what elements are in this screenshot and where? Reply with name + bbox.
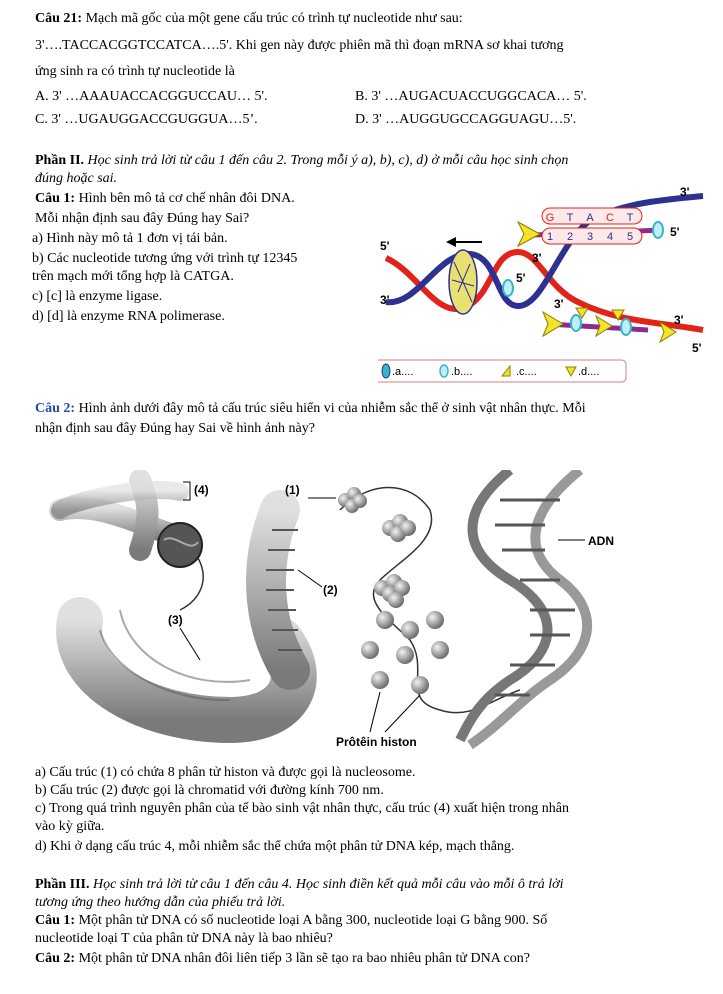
p2q2-line2: nhận định sau đây Đúng hay Sai về hình ảnh này? [35,421,315,436]
p3q1-line2: nucleotide loại T của phân tử DNA này là bao nhiêu? [35,931,333,946]
p2q1-b2: trên mạch mới tổng hợp là CATGA. [32,269,234,284]
part3-instr2: tương ứng theo hướng dẫn của phiếu trả lời. [35,895,286,910]
solenoid-2 [266,510,302,670]
p2q1-a: a) Hình này mô tả 1 đơn vị tái bản. [32,231,228,246]
p3q2-line [35,950,530,968]
p2q1-line1 [35,190,295,208]
part2-instr1: Học sinh trả lời từ câu 1 đến câu 2. Trong mỗi ý a), b), c), d) ở mỗi câu học sinh chọn [84,153,569,168]
dna-replication-figure [378,182,708,384]
p2q2-a: a) Cấu trúc (1) có chứa 8 phân tử histon và được gọi là nucleosome. [35,765,416,780]
q21-line3: ứng sinh ra có trình tự nucleotide là [35,64,235,79]
fig-number: 1 [546,231,554,243]
p3q1-line1 [35,912,547,930]
direction-arrow-icon [446,237,456,247]
fig-number: 5 [626,231,634,243]
label-5-mid: 5' [516,271,526,285]
part2-instructions [35,152,568,170]
q21-line1 [35,10,463,28]
label-5-left: 5' [380,239,390,253]
label-5-top: 5' [670,225,680,239]
legend-c: .c.... [516,366,537,378]
p3q2-text: Một phân tử DNA nhân đôi liên tiếp 3 lần sẽ tạo ra bao nhiêu phân tử DNA con? [75,951,530,966]
legend-a-icon [382,364,390,378]
p2q2-c1: c) Trong quá trình nguyên phân của tế bào sinh vật nhân thực, cấu trúc (4) xuất hiện trong nhân [35,801,570,816]
nucleosome-1 [338,487,416,608]
p2q2-c2: vào kỳ giữa. [35,819,105,834]
linker-dna [340,488,520,713]
p2q2-b: b) Cấu trúc (2) được gọi là chromatid với đường kính 700 nm. [35,783,384,798]
p3q1-label: Câu 1: [35,913,76,928]
p2q1-text1: Hình bên mô tả cơ chế nhân đôi DNA. [75,191,295,206]
p3q1-text1: Một phân tử DNA có số nucleotide loại A bằng 300, nucleotide loại G bằng 900. Số [75,913,548,928]
fig-letter: A [586,212,594,224]
histone-beads [361,611,449,694]
label-1: (1) [285,483,300,497]
p3q2-label: Câu 2: [35,951,76,966]
p2q2-d: d) Khi ở dạng cấu trúc 4, mỗi nhiễm sắc thể chứa một phân tử DNA kép, mạch thẳng. [35,839,515,854]
fig-letter: T [566,212,574,224]
primer-b-icon [503,280,513,296]
q21-label: Câu 21: [35,11,83,26]
enzyme-c-icon [543,312,563,336]
p2q2-text1: Hình ảnh dưới đây mô tả cấu trúc siêu hiển vi của nhiễm sắc thể ở sinh vật nhân thực. Mỗi [75,401,586,416]
part2-label: Phần II. [35,153,85,168]
label-3-top: 3' [680,185,690,199]
q21-option-b: B. 3' …AUGACUACCUGGCACA… 5'. [355,89,587,104]
fig-number: 4 [606,231,614,243]
enzyme-c-icon-top [518,222,540,246]
part2-instr2: đúng hoặc sai. [35,171,118,186]
primer-b-icon [571,315,581,331]
red-template-strand [386,252,703,330]
p2q1-line2: Mỗi nhận định sau đây Đúng hay Sai? [35,211,250,226]
label-adn: ADN [588,534,614,548]
q21-option-c: C. 3' …UGAUGGACCGUGGUA…5’. [35,112,258,127]
legend-d: .d.... [578,366,600,378]
p2q2-label: Câu 2: [35,401,76,416]
q21-option-a: A. 3' …AAAUACCACGGUCCAU… 5'. [35,89,268,104]
p2q1-c: c) [c] là enzyme ligase. [32,289,163,304]
part3-instr1: Học sinh trả lời từ câu 1 đến câu 4. Học sinh điền kết quả mỗi câu vào mỗi ô trả lời [89,877,564,892]
primer-b-icon-top [653,222,663,238]
dna-double-helix [460,470,587,745]
fig-letter: T [626,212,634,224]
legend-b: .b.... [451,366,473,378]
p2q1-d: d) [d] là enzyme RNA polimerase. [32,309,225,324]
label-histon: Prôtêin histon [336,735,417,749]
fig-letter: C [606,212,614,224]
p2q2-line1 [35,400,586,418]
label-3: (3) [168,613,183,627]
legend-b-icon [440,365,448,377]
fig-number: 2 [566,231,574,243]
fig-letter: G [545,212,555,224]
part3-label: Phần III. [35,877,90,892]
p2q1-b1: b) Các nucleotide tương ứng với trình tự 12345 [32,251,298,266]
label-2: (2) [323,583,338,597]
q21-sequence-line: 3'….TACCACGGTCCATCA….5'. Khi gen này được phiên mã thì đoạn mRNA sơ khai tương [35,38,564,53]
label-4: (4) [194,483,209,497]
label-3-mid: 3' [532,251,542,265]
okazaki-fragment [548,324,648,330]
label-3-low: 3' [554,297,564,311]
p2q1-label: Câu 1: [35,191,76,206]
q21-text: Mạch mã gốc của một gene cấu trúc có trình tự nucleotide như sau: [82,11,463,26]
part3-instructions [35,876,564,894]
q21-option-d: D. 3' …AUGGUGCCAGGUAGU…5'. [355,112,577,127]
label-5-bottom: 5' [692,341,702,355]
fig-number: 3 [586,231,594,243]
primer-b-icon [621,319,631,335]
label-3-left: 3' [380,293,390,307]
label-3-right: 3' [674,313,684,327]
chromosome-structure-figure [40,470,670,760]
legend-a: .a.... [392,366,414,378]
